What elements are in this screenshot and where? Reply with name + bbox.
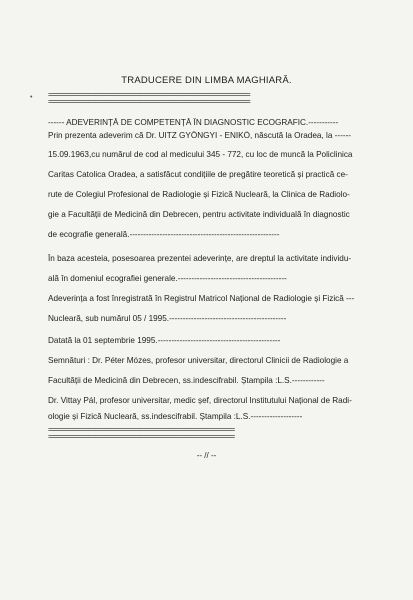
text-line-8: În baza acesteia, posesoarea prezentei adeverințe, are dreptul la activitate individu- xyxy=(48,254,352,263)
bottom-rule-2: ============================================================ xyxy=(48,434,235,442)
text-line-2: Prin prezenta adeverim că Dr. UITZ GYÖNGYI - ENIKŐ, născută la Oradea, la ------ xyxy=(48,131,352,140)
text-line-4: Caritas Catolica Oradea, a satisfăcut condițiile de pregătire teoretică și practică ce- xyxy=(48,170,348,179)
top-rule-2: ================================================================= xyxy=(48,99,250,107)
bottom-rule-1: ============================================================ xyxy=(48,427,235,435)
margin-mark: • xyxy=(30,94,33,101)
text-line-9: ală în domeniul ecografiei generale.---------------------------------------- xyxy=(48,274,287,283)
text-line-11: Nucleară, sub numărul 05 / 1995.------------------------------------------- xyxy=(48,314,287,323)
text-line-16: ologie și Fizică Nucleară, ss.indescifrabil. Ștampila :L.S.------------------- xyxy=(48,412,303,421)
text-line-12: Datată la 01 septembrie 1995.--------------------------------------------- xyxy=(48,336,281,345)
top-rule-1: ================================================================= xyxy=(48,92,250,100)
text-line-5: rute de Colegiul Profesional de Radiologie și Fizică Nucleară, la Clinica de Radiolo- xyxy=(48,190,350,199)
text-line-13: Semnături : Dr. Péter Mózes, profesor universitar, directorul Clinicii de Radiologie a xyxy=(48,356,349,365)
text-line-1: ------ ADEVERINȚĂ DE COMPETENȚĂ ÎN DIAGNOSTIC ECOGRAFIC.----------- xyxy=(48,118,339,127)
text-line-7: de ecografie generală.------------------------------------------------------- xyxy=(48,230,280,239)
text-line-10: Adeverința a fost înregistrată în Registrul Matricol Național de Radiologie și Fizică --- xyxy=(48,294,355,303)
end-separator: -- // -- xyxy=(196,451,217,460)
document-title: TRADUCERE DIN LIMBA MAGHIARĂ. xyxy=(121,75,292,86)
text-line-3: 15.09.1963,cu numărul de cod al medicului 345 - 772, cu loc de muncă la Policlinica xyxy=(48,150,353,159)
text-line-15: Dr. Vittay Pál, profesor universitar, medic șef, directorul Institutului Național de Radi- xyxy=(48,396,352,405)
text-line-14: Facultății de Medicină din Debrecen, ss.indescifrabil. Ștampila :L.S.------------ xyxy=(48,376,325,385)
text-line-6: gie a Facultății de Medicină din Debrecen, pentru activitate individuală în diagnostic xyxy=(48,210,350,219)
